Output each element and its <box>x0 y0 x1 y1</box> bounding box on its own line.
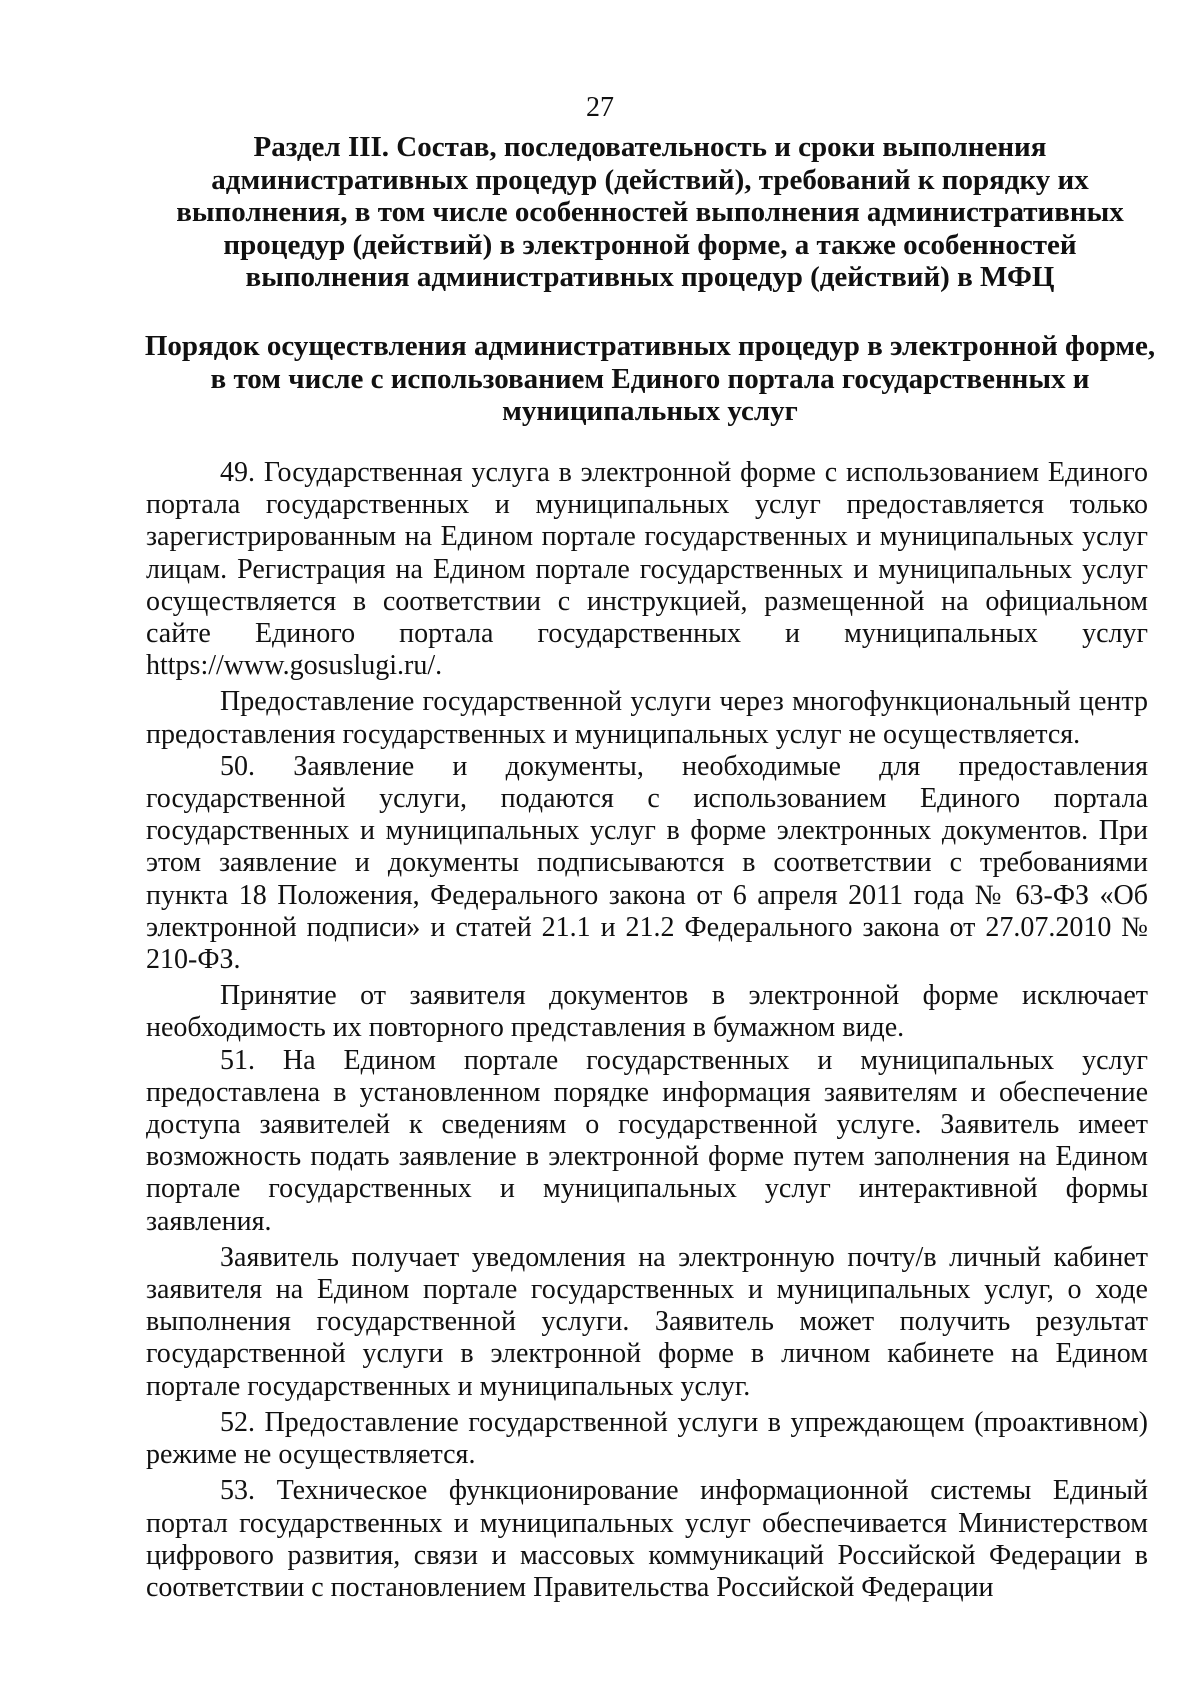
paragraph-51: 51. На Едином портале государственных и муниципальных услуг предоставлена в установленном порядке информация заявителям и обеспечение доступа заявителей к сведениям о государственной услуге. Заявитель имеет возможность подать заявление в электронной форме путем заполнения на Едином портале государственных и муниципальных услуг интерактивной формы заявления. <box>146 1044 1148 1237</box>
paragraph-49: 49. Государственная услуга в электронной форме с использованием Единого портала государственных и муниципальных услуг предоставляется только зарегистрированным на Едином портале государственных и муниципальных услуг лицам. Регистрация на Едином портале государственных и муниципальных услуг осуществляется в соответствии с инструкцией, размещенной на официальном сайте Единого портала государственных и муниципальных услуг https://www.gosuslugi.ru/. <box>146 457 1148 682</box>
paragraph-53: 53. Техническое функционирование информационной системы Единый портал государственных и муниципальных услуг обеспечивается Министерством цифрового развития, связи и массовых коммуникаций Российской Федерации в соответствии с постановлением Правительства Российской Федерации <box>146 1475 1148 1603</box>
page-number: 27 <box>586 92 614 123</box>
paragraph-paper-copies-note: Принятие от заявителя документов в электронной форме исключает необходимость их повторного представления в бумажном виде. <box>146 980 1148 1044</box>
section-title: Раздел III. Состав, последовательность и сроки выполнения административных процедур (действий), требований к порядку их выполнения, в том числе особенностей выполнения административных процедур (действий) в электронной форме, а также особенностей выполнения административных процедур (действий) в МФЦ <box>176 131 1124 293</box>
subsection-title: Порядок осуществления административных процедур в электронной форме, в том числе с использованием Единого портала государственных и муниципальных услуг <box>144 330 1156 427</box>
document-body <box>146 457 1148 1604</box>
paragraph-notifications: Заявитель получает уведомления на электронную почту/в личный кабинет заявителя на Едином портале государственных и муниципальных услуг, о ходе выполнения государственной услуги. Заявитель может получить результат государственной услуги в электронной форме в личном кабинете на Едином портале государственных и муниципальных услуг. <box>146 1241 1148 1402</box>
paragraph-mfc-note: Предоставление государственной услуги через многофункциональный центр предоставления государственных и муниципальных услуг не осуществляется. <box>146 686 1148 750</box>
paragraph-50: 50. Заявление и документы, необходимые для предоставления государственной услуги, подаются с использованием Единого портала государственных и муниципальных услуг в форме электронных документов. При этом заявление и документы подписываются в соответствии с требованиями пункта 18 Положения, Федерального закона от 6 апреля 2011 года № 63-ФЗ «Об электронной подписи» и статей 21.1 и 21.2 Федерального закона от 27.07.2010 № 210-ФЗ. <box>146 750 1148 976</box>
paragraph-52: 52. Предоставление государственной услуги в упреждающем (проактивном) режиме не осуществляется. <box>146 1406 1148 1471</box>
